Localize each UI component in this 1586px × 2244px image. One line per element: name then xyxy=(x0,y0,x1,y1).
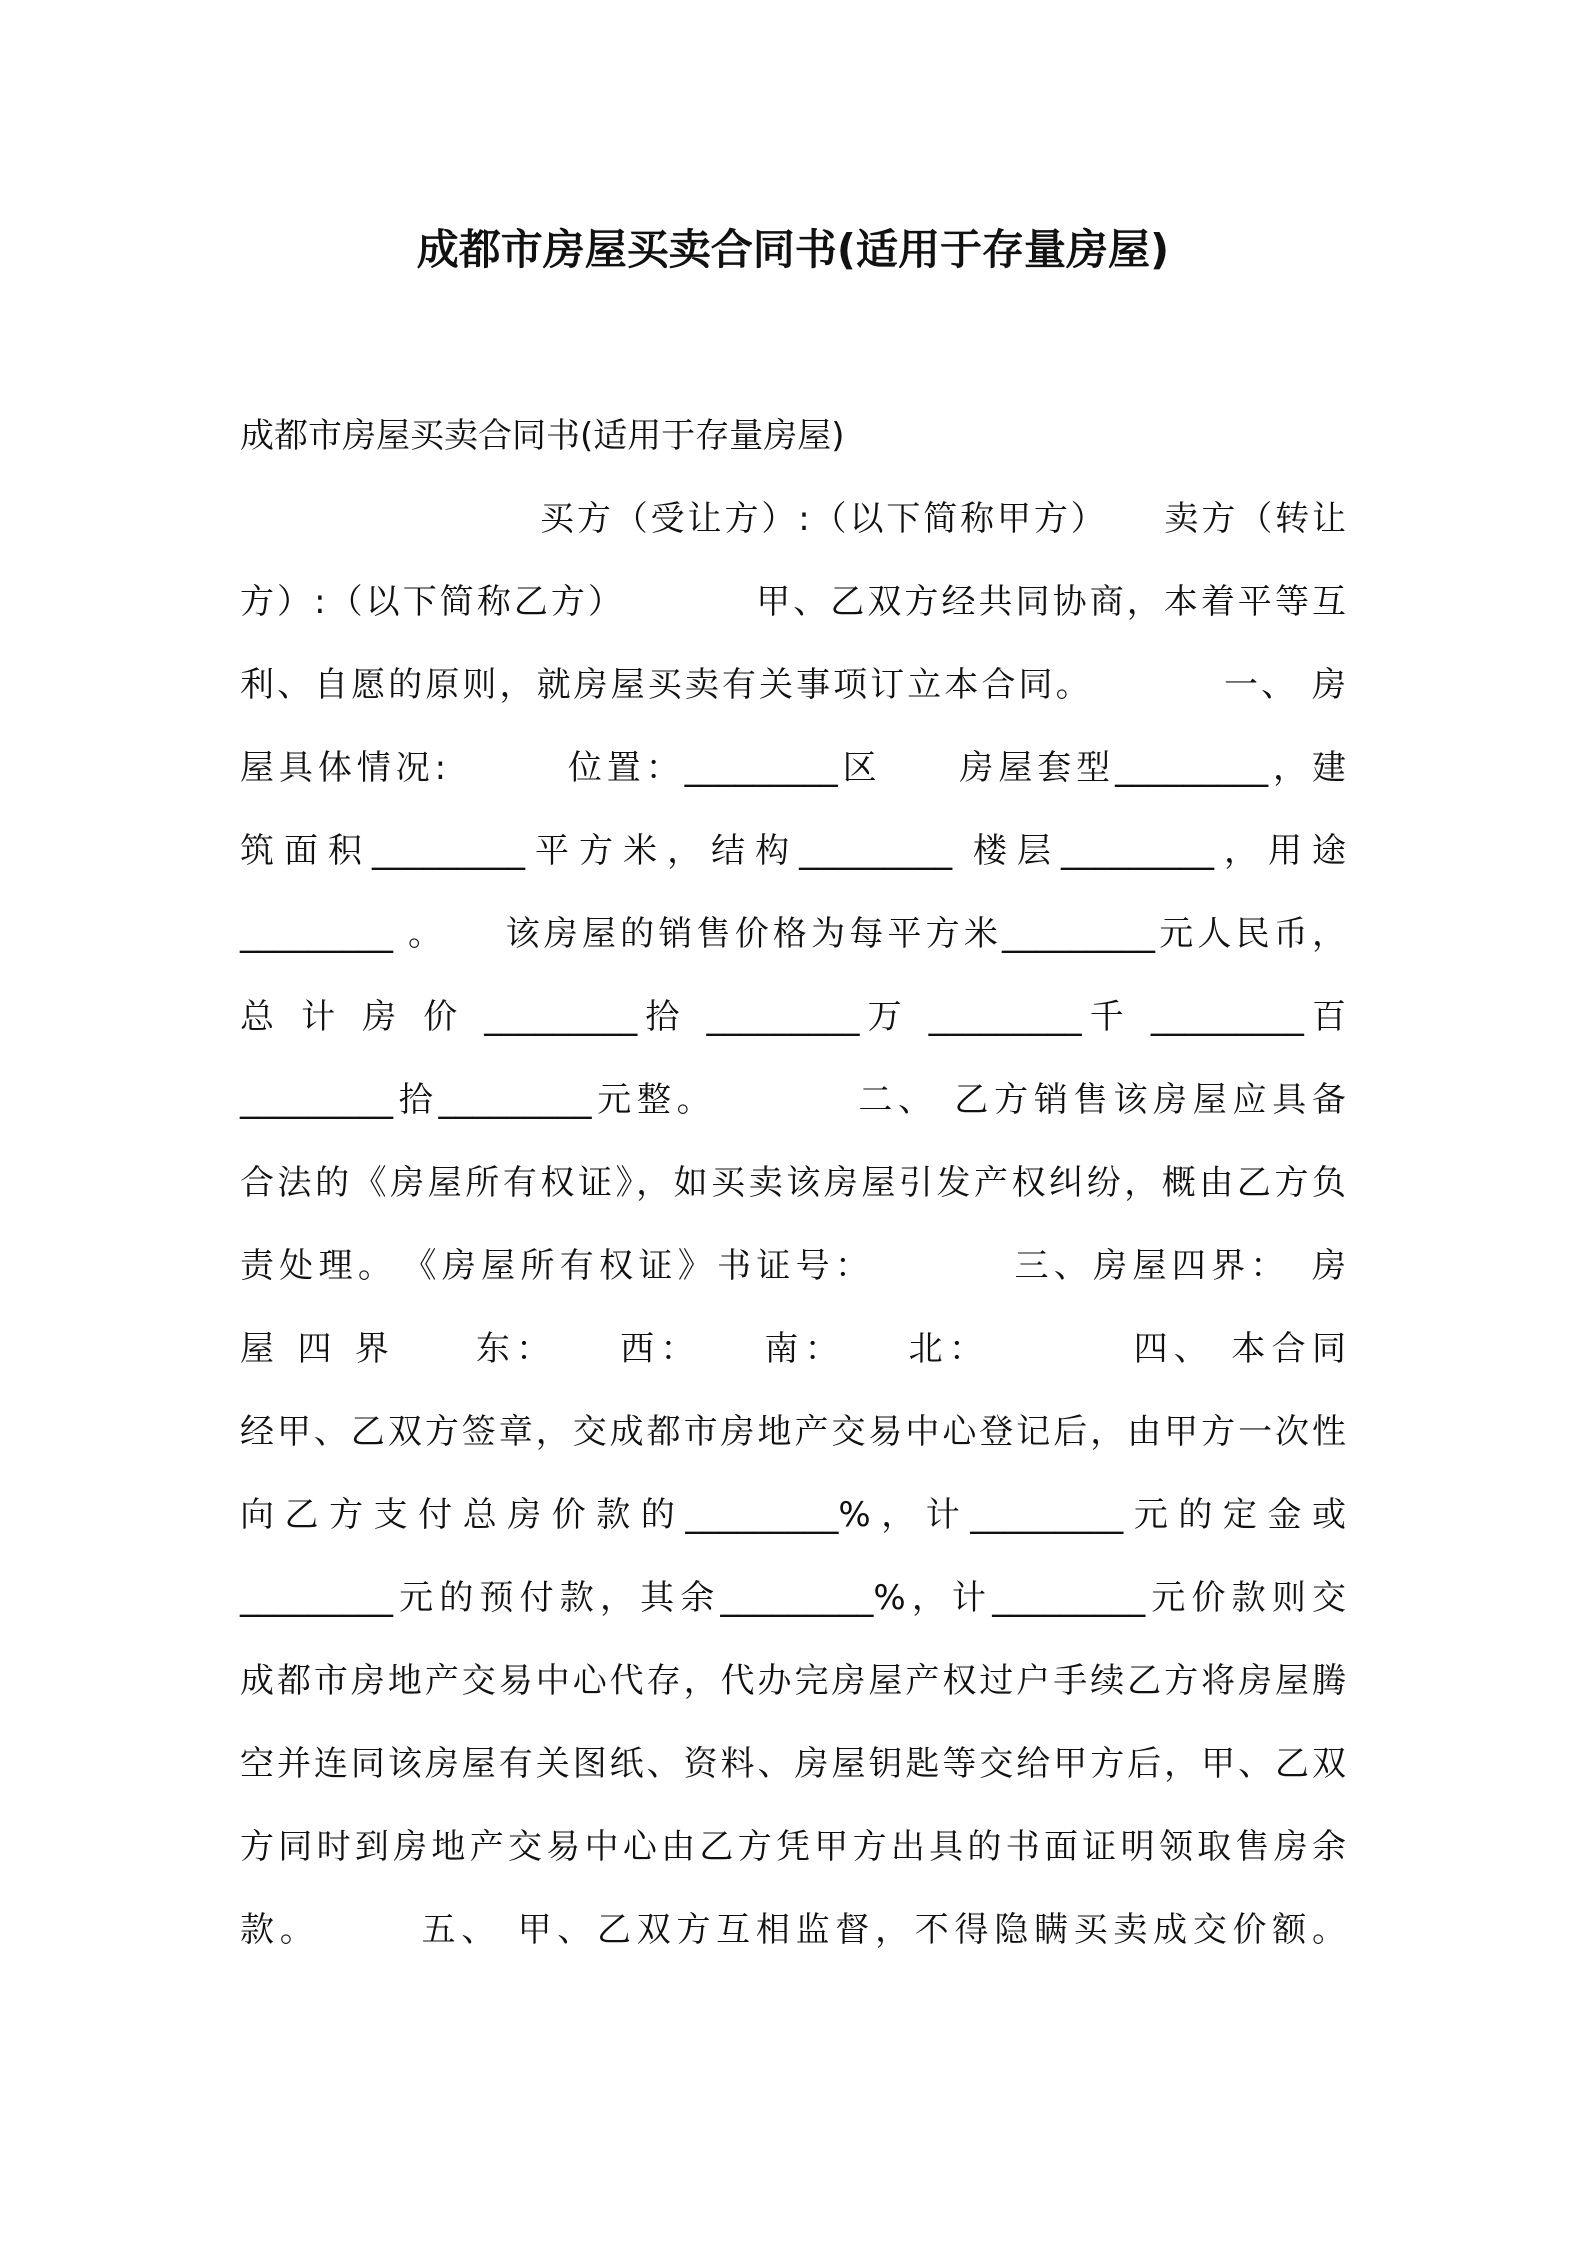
body-line: _________元的预付款，其余_________%，计_________元价款则交 xyxy=(240,1578,1346,1618)
body-line: _________拾_________元整。 二、 乙方销售该房屋应具备 xyxy=(240,1080,1346,1120)
body-line: 屋 四 界 东： 西： 南： 北： 四、 本合同 xyxy=(240,1329,1346,1369)
body-line: 向乙方支付总房价款的_________%，计_________元的定金或 xyxy=(240,1495,1346,1535)
body-line: 买方（受让方）:（以下简称甲方） 卖方（转让 xyxy=(540,499,1346,539)
body-line: 筑面积_________平方米，结构_________ 楼层_________，用途 xyxy=(240,831,1346,871)
document-body xyxy=(240,395,1346,1972)
body-line: 屋具体情况: 位置：_________区 房屋套型_________，建 xyxy=(240,748,1346,788)
document-subtitle: 成都市房屋买卖合同书(适用于存量房屋) xyxy=(240,416,845,456)
body-line: 合法的《房屋所有权证》，如买卖该房屋引发产权纠纷，概由乙方负 xyxy=(240,1163,1346,1203)
body-line: 方同时到房地产交易中心由乙方凭甲方出具的书面证明领取售房余 xyxy=(240,1827,1346,1867)
body-line: 责处理。 《房屋所有权证》书证号： 三、房屋四界： 房 xyxy=(240,1246,1346,1286)
body-line: 方）:（以下简称乙方） 甲、乙双方经共同协商，本着平等互 xyxy=(240,582,1346,622)
body-line: 总 计 房 价 _________拾 _________万 _________千 _________百 xyxy=(240,997,1346,1037)
body-line: 空并连同该房屋有关图纸、资料、房屋钥匙等交给甲方后，甲、乙双 xyxy=(240,1744,1346,1784)
document-title: 成都市房屋买卖合同书(适用于存量房屋) xyxy=(416,225,1170,274)
body-line: 经甲、乙双方签章，交成都市房地产交易中心登记后，由甲方一次性 xyxy=(240,1412,1346,1452)
body-line: _________ 。 该房屋的销售价格为每平方米_________元人民币， xyxy=(240,914,1346,954)
body-line: 成都市房地产交易中心代存，代办完房屋产权过户手续乙方将房屋腾 xyxy=(240,1661,1346,1701)
body-line: 利、自愿的原则，就房屋买卖有关事项订立本合同。 一、 房 xyxy=(240,665,1346,705)
body-line: 款。 五、 甲、乙双方互相监督，不得隐瞒买卖成交价额。 xyxy=(240,1910,1346,1950)
